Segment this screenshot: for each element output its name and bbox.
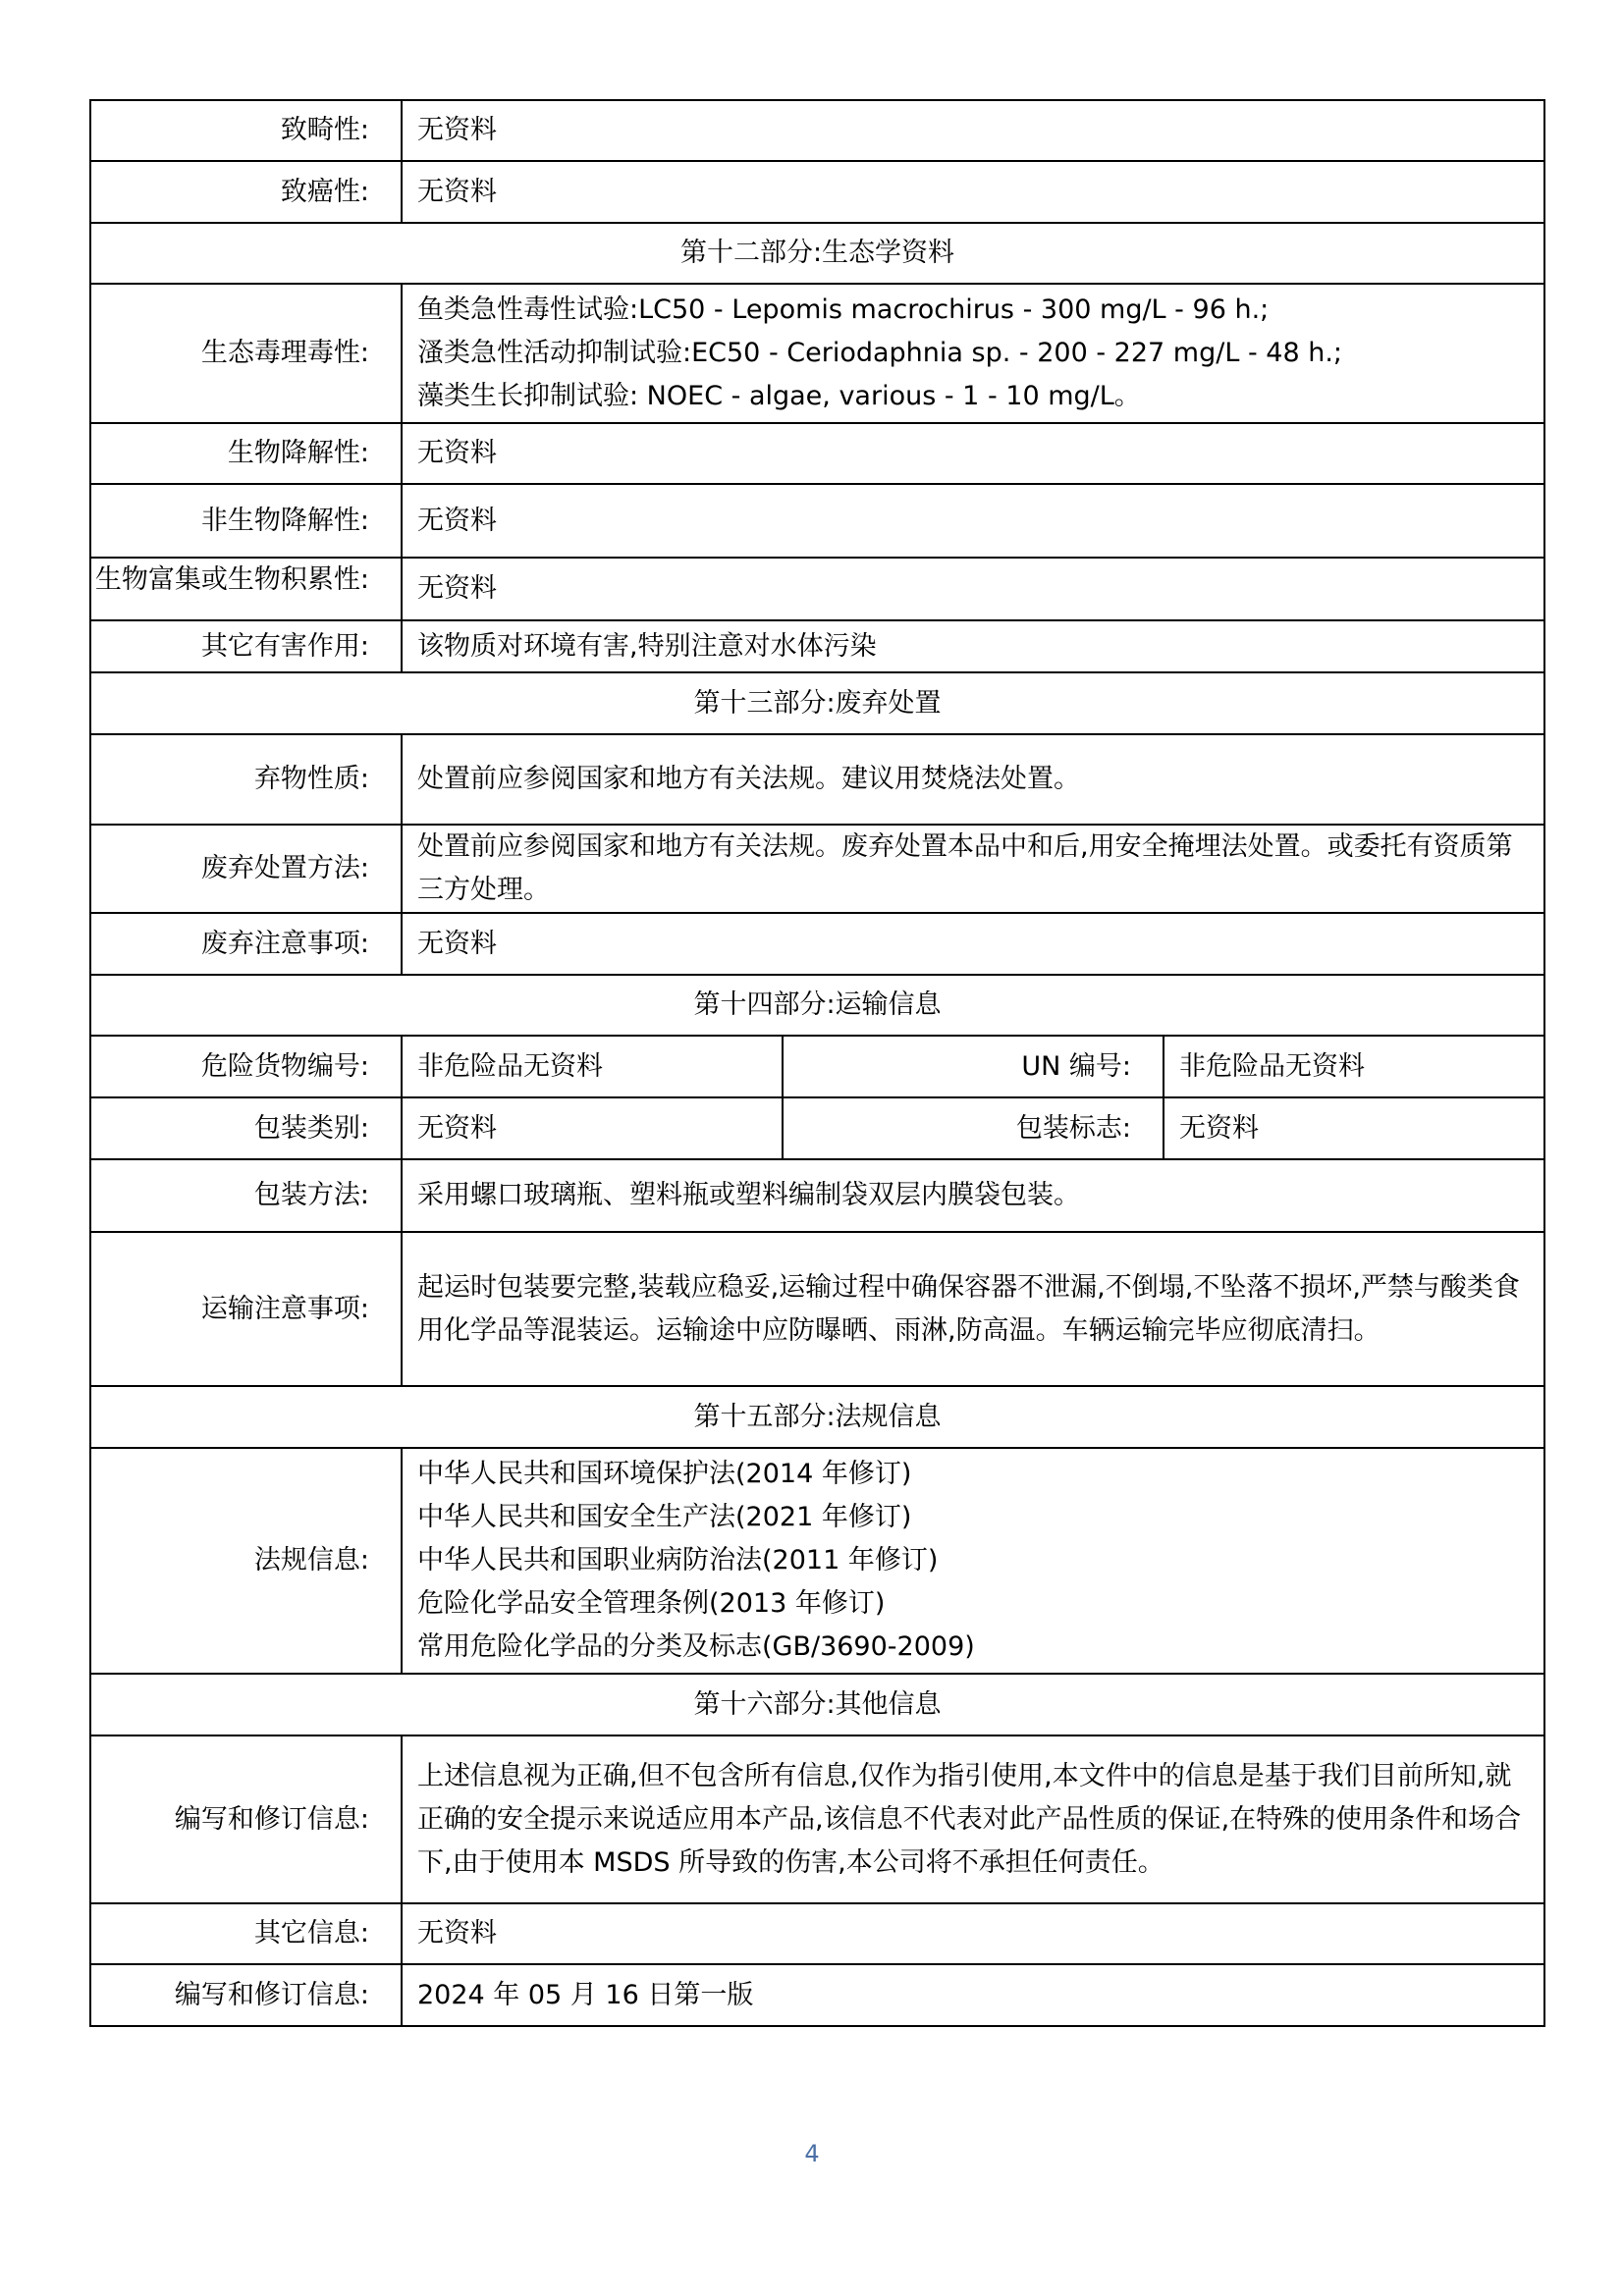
- table-row: [90, 1036, 1544, 1097]
- field-label: 包装类别:: [90, 1097, 402, 1159]
- text-line: 藻类生长抑制试验: NOEC - algae, various - 1 - 10 mg/L。: [417, 381, 1141, 411]
- field-label: 非生物降解性:: [90, 484, 402, 558]
- field-label: 编写和修订信息:: [90, 1964, 402, 2026]
- table-row: [90, 558, 1544, 620]
- field-value: 无资料: [402, 558, 1544, 620]
- section-title: 第十二部分:生态学资料: [90, 223, 1544, 284]
- text-line: 中华人民共和国环境保护法(2014 年修订): [417, 1459, 912, 1489]
- field-label: 其它有害作用:: [90, 620, 402, 672]
- field-label: 弃物性质:: [90, 734, 402, 825]
- field-value: 采用螺口玻璃瓶、塑料瓶或塑料编制袋双层内膜袋包装。: [402, 1159, 1544, 1232]
- section-header-row: [90, 1674, 1544, 1735]
- table-row: [90, 161, 1544, 223]
- table-row: [90, 913, 1544, 975]
- clipped-label: 生物富集或生物积累性:: [94, 564, 369, 595]
- table-row: [90, 1232, 1544, 1386]
- table-row: [90, 484, 1544, 558]
- section-title: 第十五部分:法规信息: [90, 1386, 1544, 1448]
- text-line: 中华人民共和国职业病防治法(2011 年修订): [417, 1545, 939, 1575]
- section-title: 第十四部分:运输信息: [90, 975, 1544, 1036]
- field-label: 危险货物编号:: [90, 1036, 402, 1097]
- section-title: 第十六部分:其他信息: [90, 1674, 1544, 1735]
- field-value: 无资料: [402, 1903, 1544, 1964]
- field-value: 处置前应参阅国家和地方有关法规。废弃处置本品中和后,用安全掩埋法处置。或委托有资质第三方处理。: [402, 825, 1544, 913]
- section-header-row: [90, 1386, 1544, 1448]
- field-value: 2024 年 05 月 16 日第一版: [402, 1964, 1544, 2026]
- field-value: 无资料: [402, 423, 1544, 484]
- field-label: 运输注意事项:: [90, 1232, 402, 1386]
- field-value: 无资料: [402, 100, 1544, 161]
- field-value: 处置前应参阅国家和地方有关法规。建议用焚烧法处置。: [402, 734, 1544, 825]
- table-row: [90, 423, 1544, 484]
- section-header-row: [90, 975, 1544, 1036]
- field-value: [402, 1448, 1544, 1674]
- field-label: 废弃注意事项:: [90, 913, 402, 975]
- field-value: 无资料: [402, 484, 1544, 558]
- field-value: 无资料: [402, 913, 1544, 975]
- field-label: 包装标志:: [783, 1097, 1164, 1159]
- field-label: 致畸性:: [90, 100, 402, 161]
- field-label: 废弃处置方法:: [90, 825, 402, 913]
- field-label: 编写和修订信息:: [90, 1735, 402, 1903]
- field-label: 其它信息:: [90, 1903, 402, 1964]
- page-number: 4: [804, 2140, 820, 2167]
- section-header-row: [90, 223, 1544, 284]
- field-value: 非危险品无资料: [402, 1036, 783, 1097]
- field-value: 无资料: [1164, 1097, 1544, 1159]
- table-row: [90, 1097, 1544, 1159]
- field-label: 生物降解性:: [90, 423, 402, 484]
- field-label: 法规信息:: [90, 1448, 402, 1674]
- text-line: 中华人民共和国安全生产法(2021 年修订): [417, 1502, 912, 1532]
- table-row: [90, 620, 1544, 672]
- section-title: 第十三部分:废弃处置: [90, 672, 1544, 734]
- field-label: 生态毒理毒性:: [90, 284, 402, 423]
- field-value: 该物质对环境有害,特别注意对水体污染: [402, 620, 1544, 672]
- field-label: 包装方法:: [90, 1159, 402, 1232]
- section-header-row: [90, 672, 1544, 734]
- field-label: 致癌性:: [90, 161, 402, 223]
- field-value: 无资料: [402, 161, 1544, 223]
- text-line: 溞类急性活动抑制试验:EC50 - Ceriodaphnia sp. - 200 - 227 mg/L - 48 h.;: [417, 338, 1343, 368]
- text-line: 危险化学品安全管理条例(2013 年修订): [417, 1588, 886, 1619]
- table-row: [90, 1448, 1544, 1674]
- field-value: 无资料: [402, 1097, 783, 1159]
- table-row: [90, 734, 1544, 825]
- msds-table: [89, 99, 1545, 2027]
- table-row: [90, 1903, 1544, 1964]
- table-row: [90, 1964, 1544, 2026]
- table-row: [90, 825, 1544, 913]
- field-value: 上述信息视为正确,但不包含所有信息,仅作为指引使用,本文件中的信息是基于我们目前所知,就正确的安全提示来说适应用本产品,该信息不代表对此产品性质的保证,在特殊的使用条件和场合下,由于使用本 MSDS 所导致的伤害,本公司将不承担任何责任。: [402, 1735, 1544, 1903]
- field-value: 起运时包装要完整,装载应稳妥,运输过程中确保容器不泄漏,不倒塌,不坠落不损坏,严禁与酸类食用化学品等混装运。运输途中应防曝晒、雨淋,防高温。车辆运输完毕应彻底清扫。: [402, 1232, 1544, 1386]
- field-label: UN 编号:: [783, 1036, 1164, 1097]
- table-row: [90, 1735, 1544, 1903]
- text-line: 鱼类急性毒性试验:LC50 - Lepomis macrochirus - 300 mg/L - 96 h.;: [417, 294, 1270, 325]
- field-value: [402, 284, 1544, 423]
- text-line: 常用危险化学品的分类及标志(GB/3690-2009): [417, 1631, 975, 1662]
- table-row: [90, 284, 1544, 423]
- field-label: [90, 558, 402, 620]
- table-row: [90, 100, 1544, 161]
- table-row: [90, 1159, 1544, 1232]
- field-value: 非危险品无资料: [1164, 1036, 1544, 1097]
